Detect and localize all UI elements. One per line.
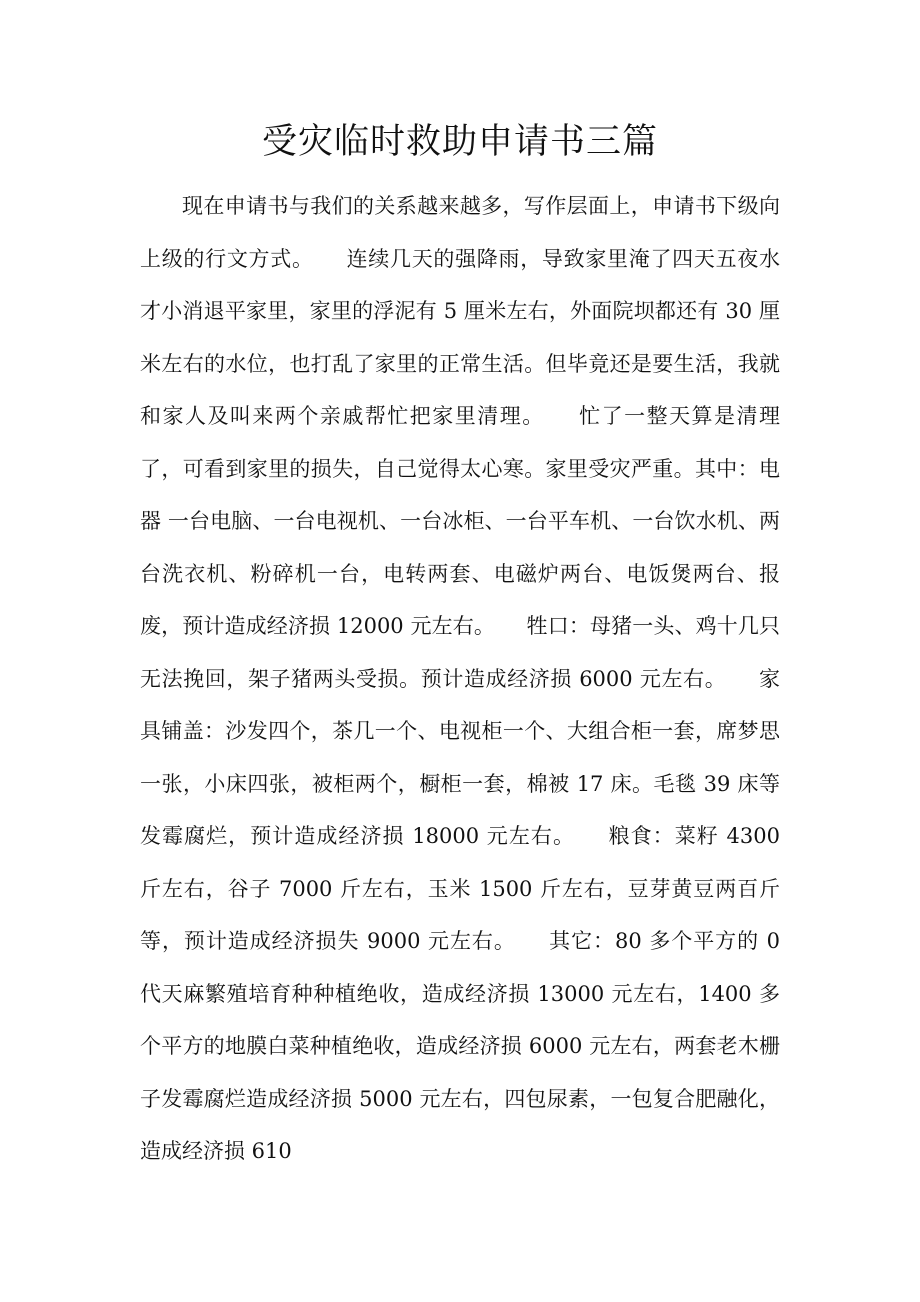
document-title: 受灾临时救助申请书三篇: [261, 122, 658, 162]
document-body-paragraph: 现在申请书与我们的关系越来越多，写作层面上，申请书下级向上级的行文方式。 连续几天的强降雨，导致家里淹了四天五夜水才小消退平家里，家里的浮泥有 5 厘米左右，外面院坝都还有 30 厘米左右的水位，也打乱了家里的正常生活。但毕竟还是要生活，我就和家人及叫来两个亲戚帮忙把家里清理。 忙了一整天算是清理了，可看到家里的损失，自己觉得太心寒。家里受灾严重。其中：电器 一台电脑、一台电视机、一台冰柜、一台平车机、一台饮水机、两台洗衣机、粉碎机一台，电转两套、电磁炉两台、电饭煲两台、报废，预计造成经济损 12000 元左右。 牲口：母猪一头、鸡十几只无法挽回，架子猪两头受损。预计造成经济损 6000 元左右。 家具铺盖：沙发四个，茶几一个、电视柜一个、大组合柜一套，席梦思一张，小床四张，被柜两个，橱柜一套，棉被 17 床。毛毯 39 床等发霉腐烂，预计造成经济损 18000 元左右。 粮食：菜籽 4300 斤左右，谷子 7000 斤左右，玉米 1500 斤左右，豆芽黄豆两百斤等，预计造成经济损失 9000 元左右。 其它：80 多个平方的 0 代天麻繁殖培育种种植绝收，造成经济损 13000 元左右，1400 多个平方的地膜白菜种植绝收，造成经济损 6000 元左右，两套老木栅子发霉腐烂造成经济损 5000 元左右，四包尿素，一包复合肥融化，造成经济损 610: [140, 194, 787, 1163]
